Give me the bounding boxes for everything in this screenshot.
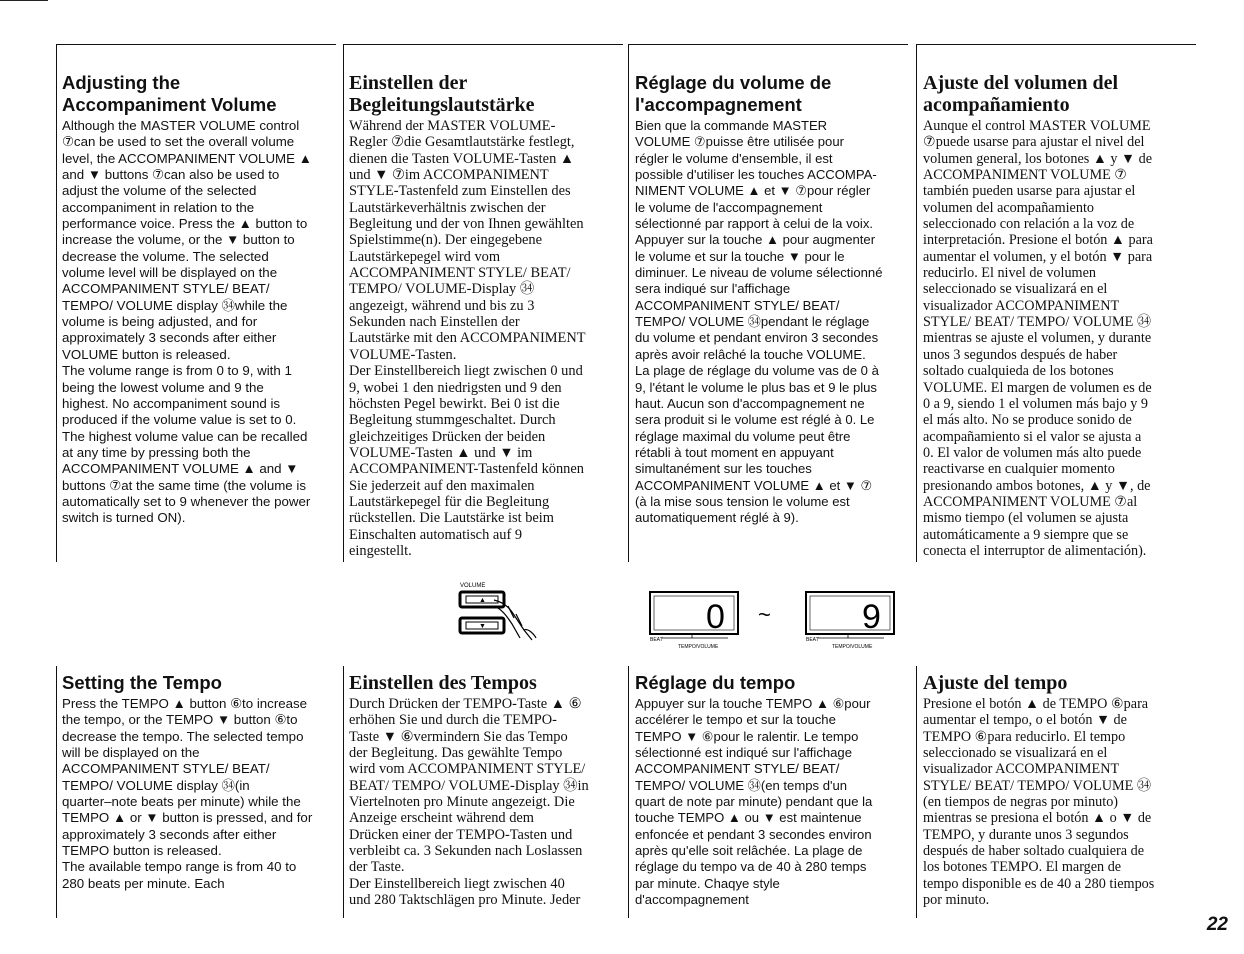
section-heading: Ajuste del volumen del acompañamiento	[923, 72, 1118, 116]
tempo-volume-display-illustration	[648, 588, 908, 652]
column-top-rule	[628, 44, 908, 45]
section-body: Appuyer sur la touche TEMPO ▲ ⑥pour accélérer le tempo et sur la touche TEMPO ▼ ⑥pour le ralentir. Le tempo sélectionné est indiqué sur l'affichage ACCOMPANIMENT STYLE/ BEAT/ TEMPO/ VOLUME ㉞(en temps d'un quart de note par minute) pendant que la touche TEMPO ▲ ou ▼ est maintenue enfoncée et pendant 3 secondes environ après qu'elle soit relâchée. La plage de réglage du tempo va de 40 à 280 temps par minute. Chaqye style d'accompagnement	[635, 696, 873, 908]
column-divider	[343, 666, 344, 918]
section-body: Bien que la commande MASTER VOLUME ⑦puisse être utilisée pour régler le volume d'ensemble, il est possible d'utiliser les touches ACCOMPA- NIMENT VOLUME ▲ et ▼ ⑦pour régler le volume de l'accompagnement sélectionné par rapport à celui de la voix. Appuyer sur la touche ▲ pour augmenter le volume et sur la touche ▼ pour le diminuer. Le niveau de volume sélectionné sera indiqué sur l'affichage ACCOMPANIMENT STYLE/ BEAT/ TEMPO/ VOLUME ㉞pendant le réglage du volume et pendant environ 3 secondes après avoir relâché la touche VOLUME. La plage de réglage du volume vas de 0 à 9, l'étant le volume le plus bas et 9 le plus haut. Aucun son d'accompagnement ne sera produit si le volume est réglé à 0. Le réglage maximal du volume peut être rétabli à tout moment en appuyant simultanément sur les touches ACCOMPANIMENT VOLUME ▲ et ▼ ⑦ (à la mise sous tension le volume est automatiquement réglé à 9).	[635, 118, 883, 526]
section-heading: Adjusting the Accompaniment Volume	[62, 72, 277, 115]
tempo-column-de	[349, 672, 627, 908]
section-body: Presione el botón ▲ de TEMPO ⑥para aumentar el tempo, o el botón ▼ de TEMPO ⑥para reducirlo. El tempo seleccionado se visualizará en el visualizador ACCOMPANIMENT STYLE/ BEAT/ TEMPO/ VOLUME ㉞ (en tiempos de negras por minuto) mientras se presiona el botón ▲ o ▼ de TEMPO, y durante unos 3 segundos después de haber soltado cualquiera de los botones TEMPO. El margen de tempo disponible es de 40 a 280 tiempos por minuto.	[923, 696, 1155, 909]
section-heading: Einstellen der Begleitungslautstärke	[349, 72, 535, 116]
column-divider	[343, 44, 344, 562]
tempo-volume-label: TEMPO/VOLUME	[832, 644, 873, 650]
beat-label: BEAT	[806, 637, 819, 643]
section-heading: Einstellen des Tempos	[349, 672, 537, 694]
beat-label: BEAT	[650, 637, 663, 643]
volume-column-es	[923, 72, 1211, 559]
volume-column-de	[349, 72, 627, 559]
section-body: Während der MASTER VOLUME- Regler ⑦die Gesamtlautstärke festlegt, dienen die Tasten VOLUME-Tasten ▲ und ▼ ⑦im ACCOMPANIMENT STYLE-Tastenfeld zum Einstellen des Lautstärkeverhältnis zwischen der Begleitung und der von Ihnen gewählten Spielstimme(n). Der eingegebene Lautstärkepegel wird vom ACCOMPANIMENT STYLE/ BEAT/ TEMPO/ VOLUME-Display ㉞ angezeigt, während und bis zu 3 Sekunden nach Einstellen der Lautstärke mit den ACCOMPANIMENT VOLUME-Tasten. Der Einstellbereich liegt zwischen 0 und 9, wobei 1 den niedrigsten und 9 den höchsten Pegel bewirkt. Bei 0 ist die Begleitung stummgeschaltet. Durch gleichzeitiges Drücken der beiden VOLUME-Tasten ▲ und ▼ im ACCOMPANIMENT-Tastenfeld können Sie jederzeit auf den maximalen Lautstärkepegel für die Begleitung rückstellen. Die Lautstärke ist beim Einschalten automatisch auf 9 eingestellt.	[349, 118, 586, 559]
column-top-rule	[343, 44, 623, 45]
section-body: Although the MASTER VOLUME control ⑦can be used to set the overall volume level, the ACCOMPANIMENT VOLUME ▲ and ▼ buttons ⑦can also be used to adjust the volume of the selected accompaniment in relation to the performance voice. Press the ▲ button to increase the volume, or the ▼ button to decrease the volume. The selected volume level will be displayed on the ACCOMPANIMENT STYLE/ BEAT/ TEMPO/ VOLUME display ㉞while the volume is being adjusted, and for approximately 3 seconds after either VOLUME button is released. The volume range is from 0 to 9, with 1 being the lowest volume and 9 the highest. No accompaniment sound is produced if the volume value is set to 0. The highest volume value can be recalled at any time by pressing both the ACCOMPANIMENT VOLUME ▲ and ▼ buttons ⑦at the same time (the volume is automatically set to 9 whenever the power switch is turned ON).	[62, 118, 312, 526]
section-heading: Ajuste del tempo	[923, 672, 1068, 694]
page-corner-mark	[0, 0, 48, 1]
tilde-symbol: ~	[758, 602, 771, 627]
tempo-volume-label: TEMPO/VOLUME	[678, 644, 719, 650]
display-max-digit: 9	[862, 598, 881, 636]
column-top-rule	[56, 44, 336, 45]
page-number: 22	[1206, 914, 1228, 935]
section-body: Press the TEMPO ▲ button ⑥to increase the tempo, or the TEMPO ▼ button ⑥to decrease the tempo. The selected tempo will be displayed on the ACCOMPANIMENT STYLE/ BEAT/ TEMPO/ VOLUME display ㉞(in quarter–note beats per minute) while the TEMPO ▲ or ▼ button is pressed, and for approximately 3 seconds after either TEMPO button is released. The available tempo range is from 40 to 280 beats per minute. Each	[62, 696, 313, 891]
section-body: Durch Drücken der TEMPO-Taste ▲ ⑥ erhöhen Sie und durch die TEMPO- Taste ▼ ⑥vermindern Sie das Tempo der Begleitung. Das gewählte Tempo wird vom ACCOMPANIMENT STYLE/ BEAT/ TEMPO/ VOLUME-Display ㉞in Viertelnoten pro Minute angezeigt. Die Anzeige erscheint während dem Drücken einer der TEMPO-Tasten und verbleibt ca. 3 Sekunden nach Loslassen der Taste. Der Einstellbereich liegt zwischen 40 und 280 Taktschlägen pro Minute. Jeder	[349, 696, 589, 909]
column-divider	[56, 666, 57, 918]
volume-column-en	[62, 72, 340, 527]
column-divider	[628, 666, 629, 918]
volume-buttons-illustration	[450, 578, 550, 648]
column-top-rule	[916, 44, 1196, 45]
volume-column-fr	[635, 72, 915, 527]
section-heading: Setting the Tempo	[62, 672, 222, 693]
volume-label: VOLUME	[460, 583, 486, 589]
display-min-digit: 0	[706, 598, 725, 636]
column-divider	[916, 666, 917, 918]
column-divider	[628, 44, 629, 562]
section-heading: Réglage du volume de l'accompagnement	[635, 72, 832, 115]
tempo-column-fr	[635, 672, 915, 908]
section-body: Aunque el control MASTER VOLUME ⑦puede usarse para ajustar el nivel del volumen general, los botones ▲ y ▼ de ACCOMPANIMENT VOLUME ⑦ también pueden usarse para ajustar el volumen del acompañamiento seleccionado con relación a la voz de interpretación. Presione el botón ▲ para aumentar el volumen, y el botón ▼ para reducirlo. El nivel de volumen seleccionado se visualizará en el visualizador ACCOMPANIMENT STYLE/ BEAT/ TEMPO/ VOLUME ㉞ mientras se ajuste el volumen, y durante unos 3 segundos después de haber soltado cualquieda de los botones VOLUME. El margen de volumen es de 0 a 9, siendo 1 el volumen más bajo y 9 el más alto. No se produce sonido de acompañamiento si el valor se ajusta a 0. El valor de volumen más alto puede reactivarse en cualquier momento presionando ambos botones, ▲ y ▼, de ACCOMPANIMENT VOLUME ⑦al mismo tiempo (el volumen se ajusta automáticamente a 9 siempre que se conecta el interruptor de alimentación).	[923, 118, 1153, 559]
section-heading: Réglage du tempo	[635, 672, 796, 693]
down-arrow-icon: ▼	[479, 623, 486, 630]
column-divider	[916, 44, 917, 562]
tempo-column-es	[923, 672, 1211, 908]
up-arrow-icon: ▲	[479, 597, 486, 604]
column-divider	[56, 44, 57, 562]
tempo-column-en	[62, 672, 340, 892]
